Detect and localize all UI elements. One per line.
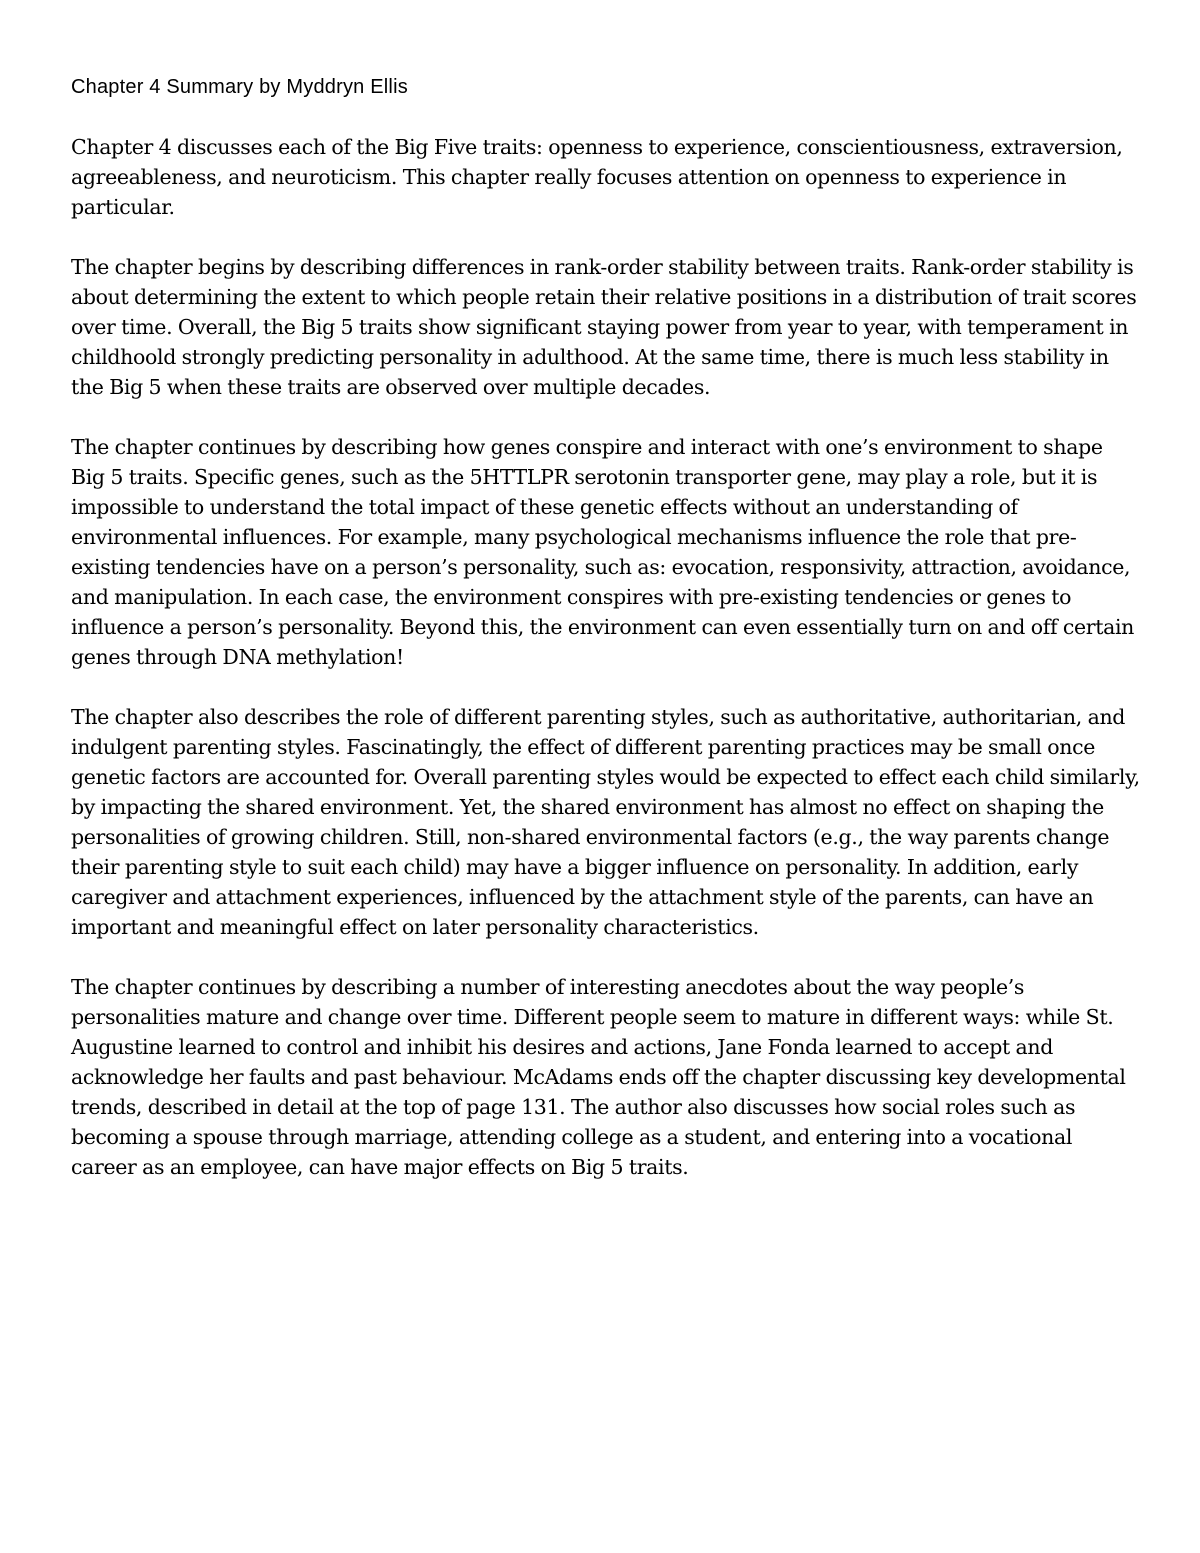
paragraph-genes-environment: The chapter continues by describing how genes conspire and interact with one’s environment to shape Big 5 traits. Specific genes, such as the 5HTTLPR serotonin transporter gene, may play a role, but it is impossible to understand the total impact of these genetic effects without an understanding of environmental influences. For example, many psychological mechanisms influence the role that pre-existing tendencies have on a person’s personality, such as: evocation, responsivity, attraction, avoidance, and manipulation. In each case, the environment conspires with pre-existing tendencies or genes to influence a person’s personality. Beyond this, the environment can even essentially turn on and off certain genes through DNA methylation! bbox=[71, 435, 1135, 669]
document-title: Chapter 4 Summary by Myddryn Ellis bbox=[71, 76, 408, 98]
paragraph-parenting-styles: The chapter also describes the role of different parenting styles, such as authoritative, authoritarian, and indulgent parenting styles. Fascinatingly, the effect of different parenting practices may be small once genetic factors are accounted for. Overall parenting styles would be expected to effect each child similarly, by impacting the shared environment. Yet, the shared environment has almost no effect on shaping the personalities of growing children. Still, non-shared environmental factors (e.g., the way parents change their parenting style to suit each child) may have a bigger influence on personality. In addition, early caregiver and attachment experiences, influenced by the attachment style of the parents, can have an important and meaningful effect on later personality characteristics. bbox=[71, 705, 1140, 939]
paragraph-big-five-intro: Chapter 4 discusses each of the Big Five traits: openness to experience, conscientiousness, extraversion, agreeableness, and neuroticism. This chapter really focuses attention on openness to experience in particular. bbox=[71, 135, 1123, 219]
paragraph-rank-order-stability: The chapter begins by describing differences in rank-order stability between traits. Rank-order stability is about determining the extent to which people retain their relative positions in a distribution of trait scores over time. Overall, the Big 5 traits show significant staying power from year to year, with temperament in childhoold strongly predicting personality in adulthood. At the same time, there is much less stability in the Big 5 when these traits are observed over multiple decades. bbox=[71, 255, 1137, 399]
paragraph-maturation-change: The chapter continues by describing a number of interesting anecdotes about the way people’s personalities mature and change over time. Different people seem to mature in different ways: while St. Augustine learned to control and inhibit his desires and actions, Jane Fonda learned to accept and acknowledge her faults and past behaviour. McAdams ends off the chapter discussing key developmental trends, described in detail at the top of page 131. The author also discusses how social roles such as becoming a spouse through marriage, attending college as a student, and entering into a vocational career as an employee, can have major effects on Big 5 traits. bbox=[71, 975, 1126, 1179]
